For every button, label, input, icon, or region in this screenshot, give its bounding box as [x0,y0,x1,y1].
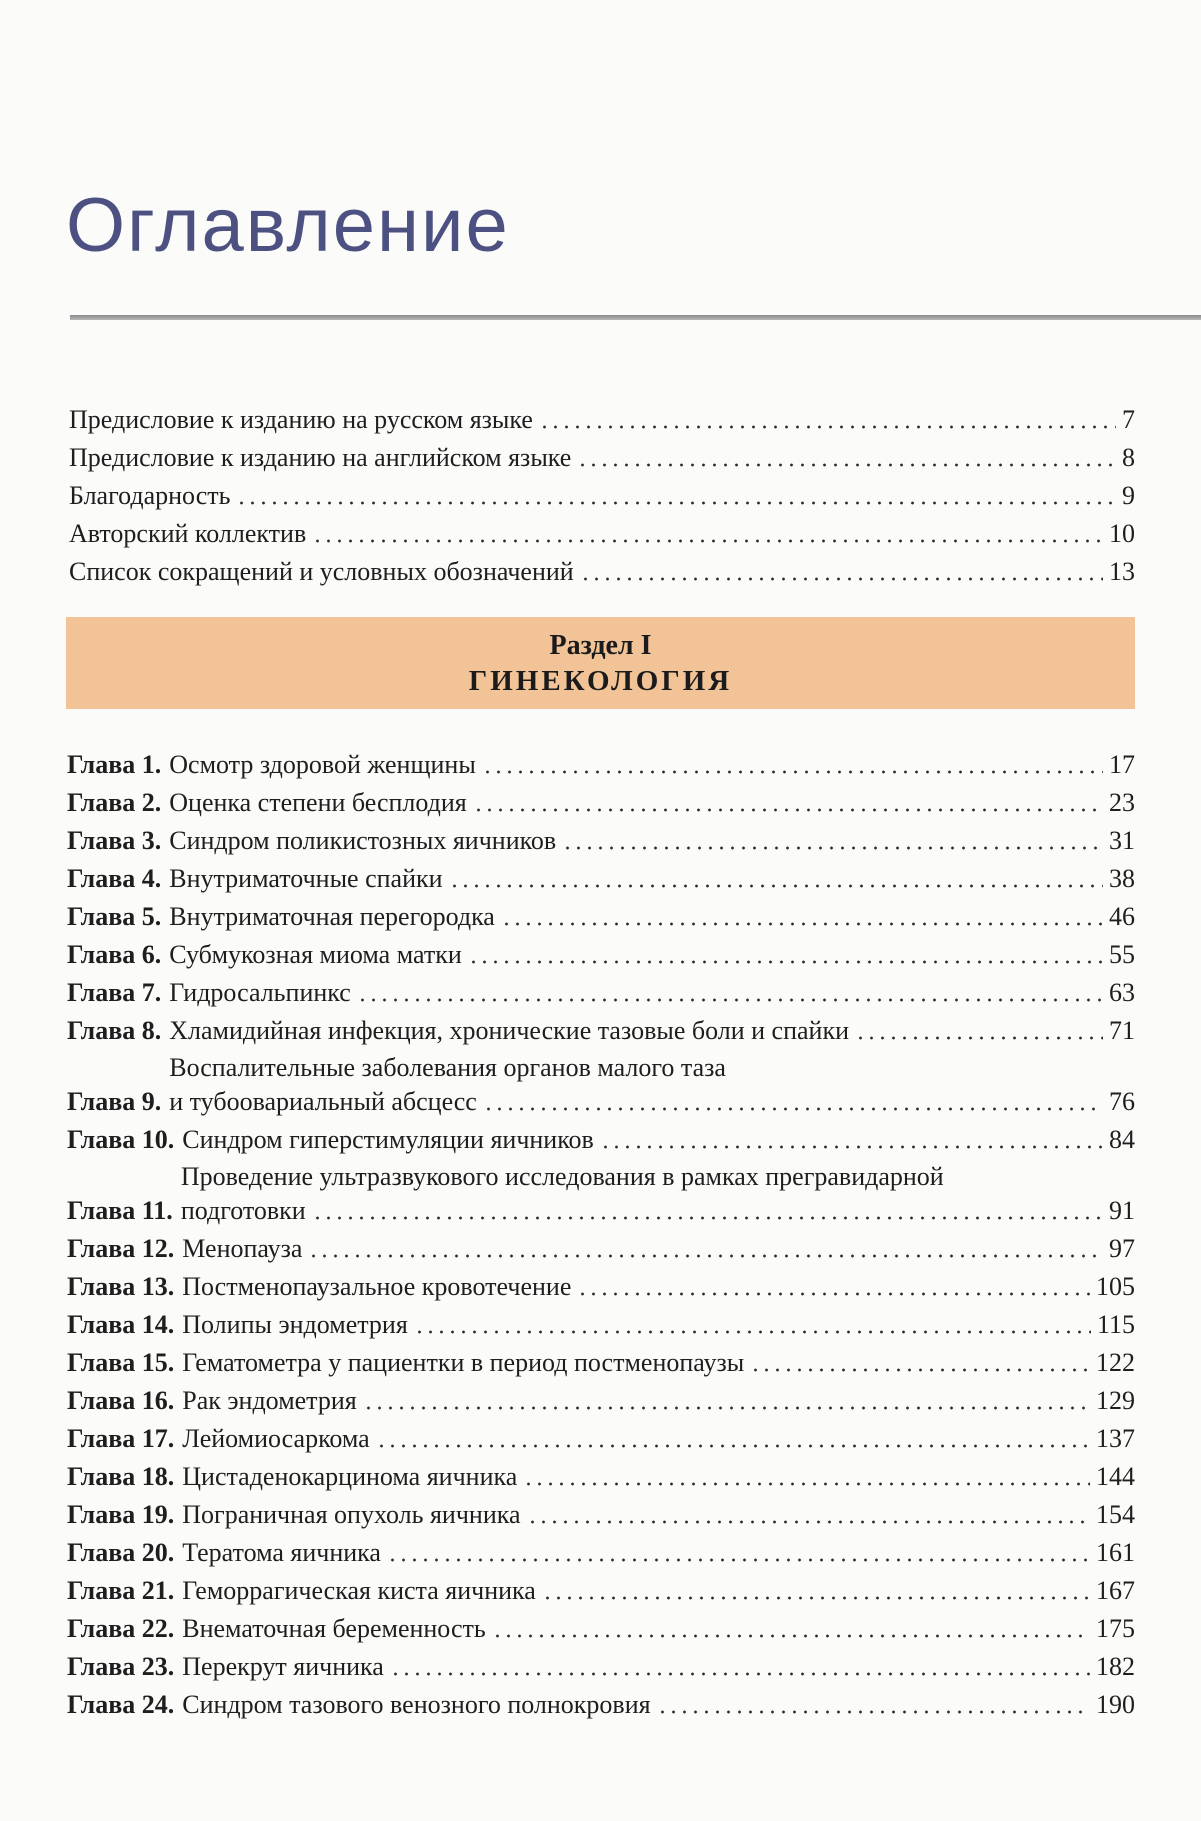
dot-leader [577,1292,1090,1296]
chapter-page: 190 [1096,1690,1135,1719]
chapter-entry[interactable] [67,1494,1135,1532]
toc-entry-body [69,555,1135,589]
toc-entry-line [69,517,1135,551]
chapter-list [67,744,1135,1722]
section-banner [66,617,1135,709]
chapter-number: Глава 10. [67,1125,175,1154]
chapter-title-line [182,1498,1135,1532]
toc-entry-title: Предисловие к изданию на русском языке [69,405,533,434]
chapter-number: Глава 7. [67,978,162,1007]
chapter-body [169,938,1135,972]
chapter-page: 137 [1096,1424,1135,1453]
chapter-number: Глава 6. [67,940,162,969]
chapter-page: 154 [1096,1500,1135,1529]
chapter-page: 31 [1109,826,1135,855]
chapter-title: Внутриматочные спайки [169,864,443,893]
dot-leader [387,1558,1090,1562]
chapter-title: Синдром тазового венозного полнокровия [182,1690,651,1719]
chapter-number: Глава 22. [67,1614,175,1643]
section-title: ГИНЕКОЛОГИЯ [468,665,733,697]
chapter-entry[interactable] [67,1266,1135,1304]
chapter-title: Пограничная опухоль яичника [182,1500,521,1529]
dot-leader [492,1634,1090,1638]
dot-leader [523,1482,1090,1486]
toc-entry-line [69,441,1135,475]
chapter-title: Гидросальпинкс [169,978,351,1007]
chapter-number: Глава 5. [67,902,162,931]
chapter-title: Синдром поликистозных яичников [169,826,557,855]
chapter-number: Глава 12. [67,1234,175,1263]
dot-leader [449,884,1103,888]
chapter-entry[interactable] [67,744,1135,782]
dot-leader [539,425,1116,429]
chapter-title-line [169,900,1135,934]
chapter-number: Глава 13. [67,1272,175,1301]
dot-leader [600,1145,1103,1149]
chapter-title-line [169,1014,1135,1048]
chapter-entry[interactable] [67,1418,1135,1456]
chapter-entry[interactable] [67,1608,1135,1646]
dot-leader [482,770,1103,774]
toc-entry-title: Предисловие к изданию на английском языке [69,443,572,472]
dot-leader [527,1520,1090,1524]
chapter-entry[interactable] [67,1532,1135,1570]
chapter-title-line [169,1085,1135,1119]
chapter-body [169,1051,1135,1119]
chapter-page: 144 [1096,1462,1135,1491]
chapter-body [182,1384,1135,1418]
dot-leader [363,1406,1090,1410]
chapter-entry[interactable] [67,1304,1135,1342]
chapter-title-line [169,824,1135,858]
chapter-entry[interactable] [67,1010,1135,1048]
chapter-page: 129 [1096,1386,1135,1415]
dot-leader [750,1368,1090,1372]
chapter-number: Глава 18. [67,1462,175,1491]
chapter-entry[interactable] [67,1342,1135,1380]
chapter-title: Гематометра у пациентки в период постменопаузы [182,1348,745,1377]
chapter-title-line [169,862,1135,896]
chapter-body [169,862,1135,896]
toc-entry-page: 8 [1122,443,1135,472]
chapter-page: 46 [1109,902,1135,931]
chapter-title: подготовки [180,1196,306,1225]
chapter-entry[interactable] [67,782,1135,820]
chapter-number: Глава 16. [67,1386,175,1415]
dot-leader [468,960,1103,964]
chapter-page: 175 [1096,1614,1135,1643]
chapter-body [182,1688,1135,1722]
toc-entry-body [69,403,1135,437]
toc-entry[interactable] [69,399,1135,437]
chapter-title: и тубоовариальный абсцесс [169,1087,477,1116]
dot-leader [473,808,1103,812]
chapter-title-line [182,1574,1135,1608]
chapter-number: Глава 23. [67,1652,175,1681]
toc-entry-page: 7 [1122,405,1135,434]
chapter-title: Геморрагическая киста яичника [182,1576,536,1605]
chapter-number: Глава 21. [67,1576,175,1605]
chapter-body [169,786,1135,820]
chapter-number: Глава 24. [67,1690,175,1719]
chapter-page: 38 [1109,864,1135,893]
chapter-title-line [181,1194,1135,1228]
chapter-number: Глава 3. [67,826,162,855]
dot-leader [855,1036,1103,1040]
chapter-title: Субмукозная миома матки [169,940,462,969]
chapter-title: Цистаденокарцинома яичника [182,1462,518,1491]
chapter-body [182,1422,1135,1456]
chapter-title: Внематочная беременность [182,1614,486,1643]
chapter-page: 161 [1096,1538,1135,1567]
chapter-page: 84 [1109,1125,1135,1154]
chapter-body [182,1123,1135,1157]
chapter-page: 122 [1096,1348,1135,1377]
dot-leader [308,1254,1103,1258]
chapter-body [182,1270,1135,1304]
chapter-entry[interactable] [67,1456,1135,1494]
toc-entry-body [69,517,1135,551]
dot-leader [542,1596,1090,1600]
chapter-title-line [169,938,1135,972]
chapter-title: Хламидийная инфекция, хронические тазовые боли и спайки [169,1016,849,1045]
chapter-title: Рак эндометрия [182,1386,357,1415]
chapter-number: Глава 8. [67,1016,162,1045]
chapter-body [169,748,1135,782]
chapter-entry[interactable] [67,1380,1135,1418]
chapter-page: 97 [1109,1234,1135,1263]
chapter-title: Перекрут яичника [182,1652,384,1681]
chapter-body [182,1498,1135,1532]
dot-leader [483,1107,1103,1111]
chapter-entry[interactable] [67,972,1135,1010]
chapter-title: Оценка степени бесплодия [169,788,467,817]
chapter-title-line [182,1460,1135,1494]
chapter-entry[interactable] [67,858,1135,896]
toc-entry-page: 13 [1109,557,1135,586]
chapter-page: 55 [1109,940,1135,969]
chapter-entry[interactable] [67,1228,1135,1266]
chapter-body [169,900,1135,934]
page-title: Оглавление [66,183,510,268]
chapter-title-line [182,1270,1135,1304]
chapter-title: Тератома яичника [182,1538,381,1567]
toc-entry[interactable] [69,513,1135,551]
chapter-number: Глава 4. [67,864,162,893]
chapter-title: Внутриматочная перегородка [169,902,495,931]
chapter-title-line [182,1612,1135,1646]
chapter-page: 23 [1109,788,1135,817]
chapter-entry[interactable] [67,820,1135,858]
chapter-page: 115 [1096,1310,1135,1339]
chapter-entry[interactable] [67,934,1135,972]
chapter-entry[interactable] [67,896,1135,934]
chapter-page: 91 [1109,1196,1135,1225]
chapter-title-line [182,1422,1135,1456]
chapter-title-line [182,1688,1135,1722]
chapter-body [182,1536,1135,1570]
dot-leader [562,846,1103,850]
chapter-number: Глава 15. [67,1348,175,1377]
toc-entry[interactable] [69,475,1135,513]
chapter-title-line: Воспалительные заболевания органов малого таза [169,1053,726,1082]
chapter-title-line [182,1346,1135,1380]
chapter-number: Глава 14. [67,1310,175,1339]
chapter-body [169,824,1135,858]
chapter-number: Глава 11. [67,1196,173,1225]
toc-entry-title: Авторский коллектив [69,519,307,548]
chapter-body [169,1014,1135,1048]
toc-entry-page: 10 [1109,519,1135,548]
chapter-body [182,1460,1135,1494]
chapter-title: Лейомиосаркома [182,1424,370,1453]
toc-entry-body [69,441,1135,475]
section-label: Раздел I [549,630,652,661]
dot-leader [376,1444,1090,1448]
dot-leader [577,463,1116,467]
chapter-page: 105 [1096,1272,1135,1301]
chapter-title: Осмотр здоровой женщины [169,750,476,779]
chapter-page: 76 [1109,1087,1135,1116]
chapter-page: 182 [1096,1652,1135,1681]
chapter-entry[interactable] [67,1684,1135,1722]
chapter-body [182,1650,1135,1684]
chapter-body [182,1574,1135,1608]
chapter-number: Глава 20. [67,1538,175,1567]
chapter-page: 63 [1109,978,1135,1007]
chapter-title: Постменопаузальное кровотечение [182,1272,572,1301]
chapter-body [182,1612,1135,1646]
chapter-entry[interactable] [67,1570,1135,1608]
dot-leader [236,501,1116,505]
dot-leader [390,1672,1090,1676]
chapter-title-line [169,786,1135,820]
chapter-number: Глава 19. [67,1500,175,1529]
chapter-title-line [169,748,1135,782]
toc-entry-body [69,479,1135,513]
chapter-title: Менопауза [182,1234,303,1263]
chapter-number: Глава 9. [67,1087,162,1116]
chapter-title: Полипы эндометрия [182,1310,408,1339]
chapter-body [182,1232,1135,1266]
title-divider [70,315,1201,320]
chapter-title-line [182,1308,1135,1342]
chapter-body [181,1160,1135,1228]
chapter-title-line [182,1536,1135,1570]
chapter-title-line: Проведение ультразвукового исследования в рамках прегравидарной [180,1162,944,1191]
chapter-title-line [182,1650,1135,1684]
chapter-number: Глава 1. [67,750,162,779]
chapter-body [169,976,1135,1010]
chapter-title-line [182,1123,1135,1157]
dot-leader [357,998,1103,1002]
chapter-entry[interactable] [67,1157,1135,1228]
chapter-page: 71 [1109,1016,1135,1045]
dot-leader [312,539,1103,543]
dot-leader [657,1710,1090,1714]
dot-leader [580,577,1103,581]
toc-entry-title: Список сокращений и условных обозначений [69,557,574,586]
chapter-title-line [182,1232,1135,1266]
toc-entry-page: 9 [1122,481,1135,510]
toc-entry-line [69,479,1135,513]
chapter-entry[interactable] [67,1646,1135,1684]
dot-leader [501,922,1103,926]
chapter-title-line [169,976,1135,1010]
chapter-title: Синдром гиперстимуляции яичников [182,1125,594,1154]
front-matter-list [69,399,1135,589]
dot-leader [414,1330,1091,1334]
chapter-number: Глава 2. [67,788,162,817]
chapter-page: 167 [1096,1576,1135,1605]
chapter-body [182,1308,1135,1342]
toc-entry-title: Благодарность [69,481,231,510]
chapter-page: 17 [1109,750,1135,779]
toc-entry[interactable] [69,437,1135,475]
chapter-entry[interactable] [67,1119,1135,1157]
chapter-title-line [182,1384,1135,1418]
chapter-body [182,1346,1135,1380]
dot-leader [312,1216,1103,1220]
toc-entry-line [69,403,1135,437]
chapter-number: Глава 17. [67,1424,175,1453]
toc-entry-line [69,555,1135,589]
toc-entry[interactable] [69,551,1135,589]
chapter-entry[interactable] [67,1048,1135,1119]
